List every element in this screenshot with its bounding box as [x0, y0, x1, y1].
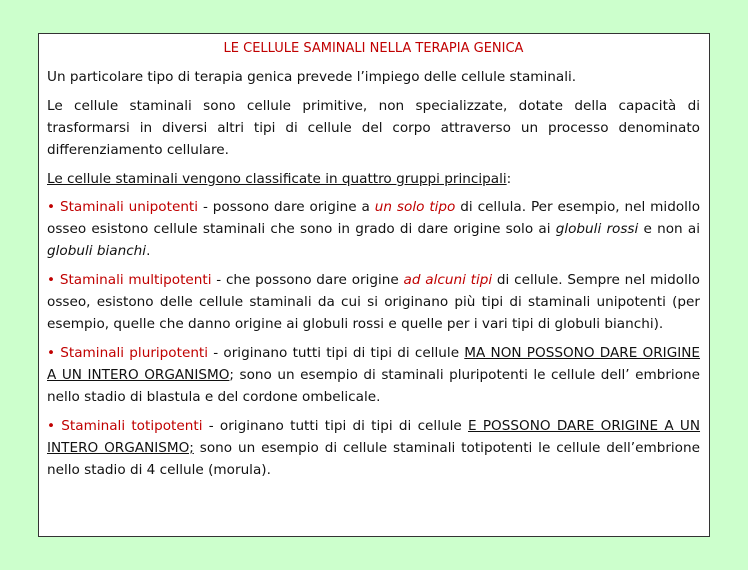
classification-colon: :: [506, 171, 512, 187]
classification-text: Le cellule staminali vengono classificate in quattro gruppi principali: [47, 171, 507, 187]
document-title: LE CELLULE SAMINALI NELLA TERAPIA GENICA: [223, 41, 524, 56]
item-pluripotent: • Staminali pluripotenti - originano tutti tipi di tipi di cellule MA NON POSSONO DARE ORIGINE A UN INTERO ORGANISMO; sono un esempio di staminali pluripotenti le cellule dell’ embrione nello stadio di blastula e del cordone ombelicale.: [47, 345, 701, 405]
term-totipotent: Staminali totipotenti: [61, 418, 203, 434]
bullet-icon: •: [47, 199, 56, 215]
item-totipotent: • Staminali totipotenti - originano tutti tipi di tipi di cellule E POSSONO DARE ORIGINE A UN INTERO ORGANISMO; sono un esempio di cellule staminali totipotenti le cellule dell’embrione nello stadio di 4 cellule (morula).: [47, 418, 701, 478]
document-card: [38, 33, 710, 537]
highlight-tipi: tipi: [465, 272, 493, 288]
item-multipotent: • Staminali multipotenti - che possono dare origine ad alcuni tipi di cellule. Sempre nel midollo osseo, esistono delle cellule staminali da cui si originano più tipi di staminali unipotenti (per esempio, quelle che danno origine ai globuli rossi e quelle per i vari tipi di globuli bianchi).: [47, 272, 700, 332]
classification-heading: [47, 168, 700, 190]
underlined-totipotent: E POSSONO DARE ORIGINE A UN INTERO ORGANISMO;: [47, 418, 701, 456]
bullet-icon: •: [47, 418, 56, 434]
bullet-icon: •: [47, 345, 56, 361]
underlined-pluripotent: MA NON POSSONO DARE ORIGINE A UN INTERO ORGANISMO: [47, 345, 700, 383]
bullet-icon: •: [47, 272, 56, 288]
highlight-ad-alcuni: ad alcuni: [403, 272, 466, 288]
item-unipotent: • Staminali unipotenti - possono dare origine a un solo tipo di cellula. Per esempio, nel midollo osseo esistono cellule staminali che sono in grado di dare origine solo ai globuli rossi e non ai globuli bianchi.: [47, 199, 701, 259]
highlight-un-solo-tipo: un solo tipo: [374, 199, 456, 215]
term-unipotent: Staminali unipotenti: [59, 199, 199, 215]
term-multipotent: Staminali multipotenti: [59, 272, 212, 288]
term-pluripotent: Staminali pluripotenti: [60, 345, 209, 361]
intro-paragraph: Un particolare tipo di terapia genica prevede l’impiego delle cellule staminali.: [47, 69, 577, 85]
definition-paragraph: Le cellule staminali sono cellule primitive, non specializzate, dotate della capacità di trasformarsi in diversi altri tipi di cellule del corpo attraverso un processo denominato differenziamento cellulare.: [47, 98, 700, 158]
